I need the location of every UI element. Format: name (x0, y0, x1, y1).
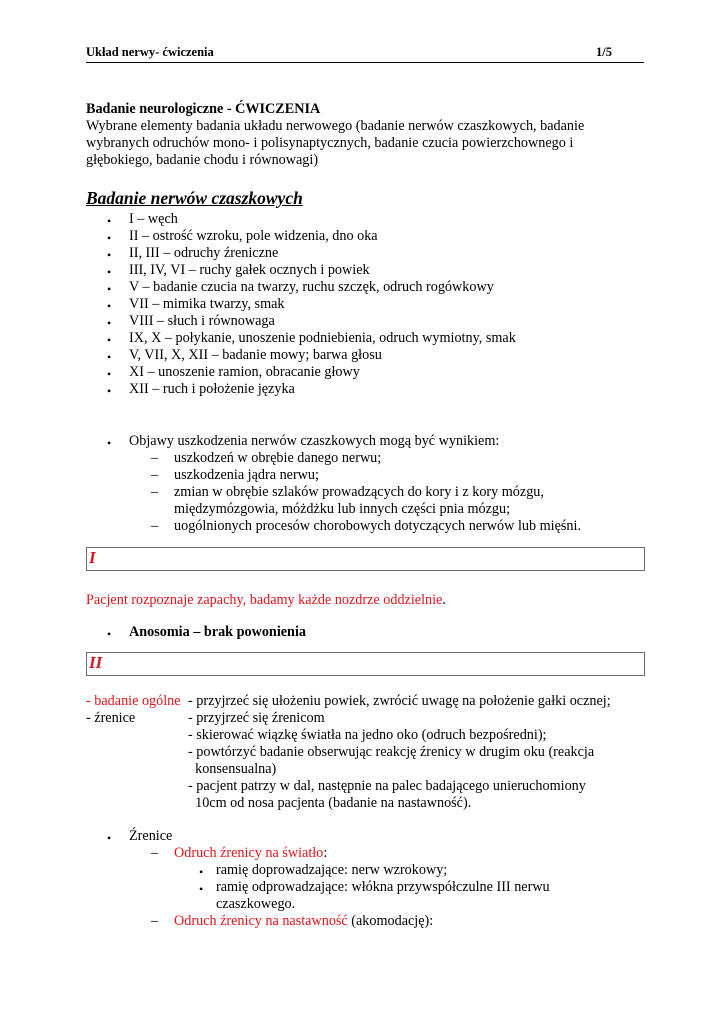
period: . (442, 592, 446, 608)
intro-line: głębokiego, badanie chodu i równowagi) (86, 152, 319, 168)
left-label-pupils: - źrenice (86, 710, 136, 726)
list-item: czaszkowego. (216, 896, 296, 912)
bullet: • (107, 299, 112, 313)
list-item: uszkodzenia jądra nerwu; (174, 467, 319, 483)
red-text: Pacjent rozpoznaje zapachy, badamy każde nozdrze oddzielnie (86, 592, 443, 608)
bullet: • (107, 214, 112, 228)
bullet: • (107, 265, 112, 279)
list-item: uszkodzeń w obrębie danego nerwu; (174, 450, 382, 466)
exam-step: - przyjrzeć się źrenicom (188, 710, 325, 726)
intro-heading: Badanie neurologiczne - ĆWICZENIA (86, 101, 321, 117)
section-label: I (89, 548, 96, 567)
colon: : (323, 845, 328, 861)
left-label-general (86, 693, 181, 710)
dash: – (151, 845, 159, 861)
damage-intro: Objawy uszkodzenia nerwów czaszkowych mogą być wynikiem: (129, 433, 500, 449)
dash: – (151, 467, 159, 483)
list-item: VIII – słuch i równowaga (129, 313, 275, 329)
bullet: • (107, 282, 112, 296)
reflex-accommodation (174, 913, 433, 930)
section-title: Badanie nerwów czaszkowych (86, 188, 303, 208)
bullet: • (107, 333, 112, 347)
list-item: VII – mimika twarzy, smak (129, 296, 285, 312)
bullet: • (107, 367, 112, 381)
dash: – (151, 518, 159, 534)
header-rule (86, 62, 644, 63)
section-box-ii (86, 652, 645, 676)
list-item: I – węch (129, 211, 178, 227)
list-item: ramię doprowadzające: nerw wzrokowy; (216, 862, 448, 878)
bullet: • (199, 882, 204, 896)
list-item: III, IV, VI – ruchy gałek ocznych i powiek (129, 262, 370, 278)
header-title: Układ nerwy- ćwiczenia (86, 45, 214, 59)
list-item: V – badanie czucia na twarzy, ruchu szczęk, odruch rogówkowy (129, 279, 494, 295)
list-item: IX, X – połykanie, unoszenie podniebienia, odruch wymiotny, smak (129, 330, 516, 346)
bullet: • (107, 350, 112, 364)
list-item: XI – unoszenie ramion, obracanie głowy (129, 364, 360, 380)
exam-step: 10cm od nosa pacjenta (badanie na nastawność). (188, 795, 472, 811)
section-label: II (89, 653, 103, 672)
list-item: XII – ruch i położenie języka (129, 381, 295, 397)
bullet: • (107, 231, 112, 245)
bullet: • (107, 436, 112, 450)
bullet: • (107, 384, 112, 398)
red-text: Odruch źrenicy na nastawność (174, 913, 348, 929)
exam-step: - przyjrzeć się ułożeniu powiek, zwrócić uwagę na położenie gałki ocznej; (188, 693, 611, 709)
bullet: • (199, 865, 204, 879)
list-item: międzymózgowia, móżdżku lub innych części pnia mózgu; (174, 501, 511, 517)
pupils-label: Źrenice (129, 828, 173, 844)
anosmia-item: Anosomia – brak powonienia (129, 624, 306, 640)
intro-line: Wybrane elementy badania układu nerwowego (badanie nerwów czaszkowych, badanie (86, 118, 585, 134)
section-i-text (86, 592, 446, 609)
list-item: uogólnionych procesów chorobowych dotyczących nerwów lub mięśni. (174, 518, 581, 534)
exam-step: - pacjent patrzy w dal, następnie na palec badającego unieruchomiony (188, 778, 586, 794)
intro-line: wybranych odruchów mono- i polisynaptycznych, badanie czucia powierzchownego i (86, 135, 574, 151)
red-text: badanie ogólne (94, 693, 181, 709)
section-box-i (86, 547, 645, 571)
dash: – (151, 450, 159, 466)
list-item: II, III – odruchy źreniczne (129, 245, 279, 261)
exam-step: konsensualna) (188, 761, 277, 777)
bullet: • (107, 831, 112, 845)
bullet: • (107, 316, 112, 330)
dash: – (151, 484, 159, 500)
list-item: II – ostrość wzroku, pole widzenia, dno oka (129, 228, 378, 244)
tail-text: (akomodację): (347, 913, 434, 929)
dash: - (86, 693, 95, 709)
red-text: Odruch źrenicy na światło (174, 845, 324, 861)
bullet: • (107, 248, 112, 262)
list-item: zmian w obrębie szlaków prowadzących do kory i z kory mózgu, (174, 484, 544, 500)
dash: – (151, 913, 159, 929)
bullet: • (107, 627, 112, 641)
list-item: ramię odprowadzające: włókna przywspółczulne III nerwu (216, 879, 550, 895)
exam-step: - skierować wiązkę światła na jedno oko (odruch bezpośredni); (188, 727, 547, 743)
list-item: V, VII, X, XII – badanie mowy; barwa głosu (129, 347, 382, 363)
exam-step: - powtórzyć badanie obserwując reakcję źrenicy w drugim oku (reakcja (188, 744, 595, 760)
reflex-light (174, 845, 327, 862)
page-number: 1/5 (596, 45, 612, 59)
